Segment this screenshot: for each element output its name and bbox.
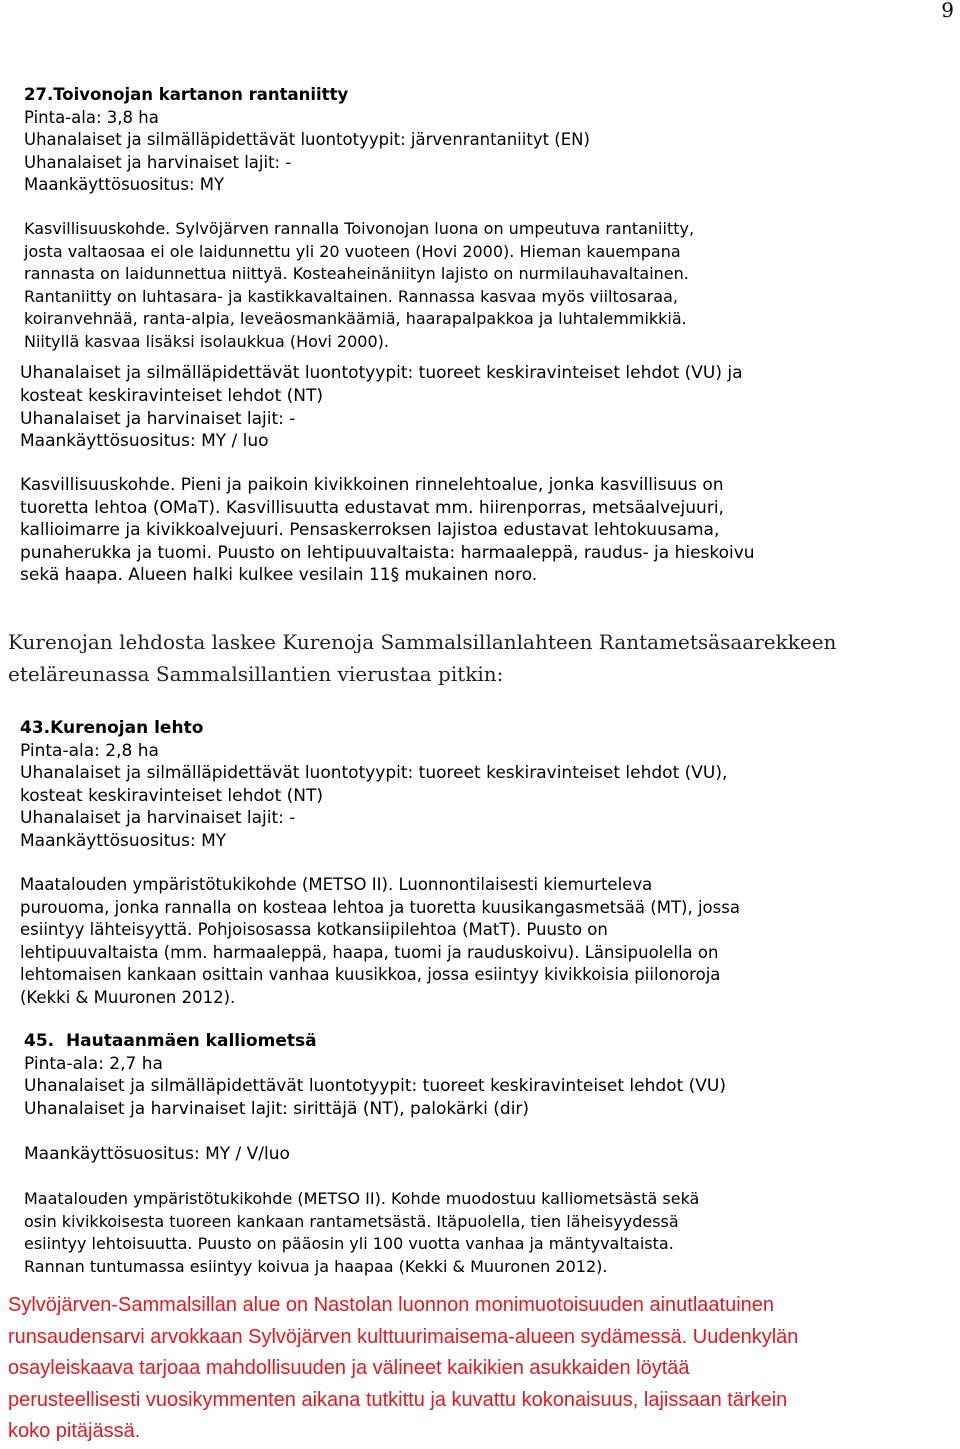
description-line: Maatalouden ympäristötukikohde (METSO II). Kohde muodostuu kalliometsästä sekä (24, 1189, 700, 1208)
section-43-description (20, 874, 740, 1010)
info-line: kosteat keskiravinteiset lehdot (NT) (20, 385, 324, 406)
description-line: Kasvillisuuskohde. Sylvöjärven rannalla Toivonojan luona on umpeutuva rantaniitty, (24, 219, 695, 238)
info-line: Uhanalaiset ja harvinaiset lajit: sirittäjä (NT), palokärki (dir) (24, 1098, 530, 1119)
info-line: Pinta-ala: 2,8 ha (20, 740, 159, 761)
description-line: esiintyy lehtoisuutta. Puusto on pääosin yli 100 vuotta vanhaa ja mäntyvaltaista. (24, 1234, 674, 1254)
conclusion-line: perusteellisesti vuosikymmenten aikana tutkittu ja kuvattu kokonaisuus, lajissaan tärkein (8, 1388, 788, 1411)
description-line: Niityllä kasvaa lisäksi isolaukkua (Hovi 2000). (24, 331, 389, 351)
description-line: koiranvehnää, ranta-alpia, leveäosmankäämiä, haarapalpakkoa ja luhtalemmikkiä. (24, 309, 687, 328)
section-43-heading: 43.Kurenojan lehto (20, 718, 204, 738)
section-45-info (24, 1030, 726, 1120)
description-line: kallioimarre ja kivikkoalvejuuri. Pensaskerroksen lajistoa edustavat lehtokuusama, (20, 520, 720, 541)
page-number: 9 (941, 0, 954, 22)
info-line: Uhanalaiset ja silmälläpidettävät luontotyypit: tuoreet keskiravinteiset lehdot (VU) (24, 1076, 726, 1096)
info-line: kosteat keskiravinteiset lehdot (NT) (20, 785, 324, 806)
info-line: Uhanalaiset ja harvinaiset lajit: - (20, 408, 296, 429)
intro-line: Kurenojan lehdosta laskee Kurenoja Sammalsillanlahteen Rantametsäsaarekkeen (8, 630, 837, 654)
description-line: purouoma, jonka rannalla on kosteaa lehtoa ja tuoretta kuusikangasmetsää (MT), jossa (20, 897, 740, 917)
section-45-land-use (24, 1143, 290, 1166)
lehto-section-description (20, 474, 755, 587)
description-line: lehtipuuvaltaista (mm. harmaaleppä, haapa, tuomi ja rauduskoivu). Länsipuolella on (20, 942, 719, 962)
conclusion-line: koko pitäjässä. (8, 1420, 141, 1442)
section-45-heading: 45. Hautaanmäen kalliometsä (24, 1031, 317, 1051)
info-line: Uhanalaiset ja silmälläpidettävät luontotyypit: järvenrantaniityt (EN) (24, 130, 590, 149)
section-45-description (24, 1188, 699, 1278)
info-line: Uhanalaiset ja silmälläpidettävät luontotyypit: tuoreet keskiravinteiset lehdot (VU), (20, 763, 728, 783)
description-line: esiintyy lähteisyyttä. Pohjoisosassa kotkansiipilehtoa (MatT). Puusto on (20, 920, 608, 940)
description-line: josta valtaosaa ei ole laidunnettu yli 20 vuoteen (Hovi 2000). Hieman kauempana (24, 241, 681, 261)
description-line: Kasvillisuuskohde. Pieni ja paikoin kivikkoinen rinnelehtoalue, jonka kasvillisuus on (20, 475, 724, 495)
info-line: Maankäyttösuositus: MY (20, 830, 227, 851)
section-27-heading: 27.Toivonojan kartanon rantaniitty (24, 85, 349, 104)
intro-line: eteläreunassa Sammalsillantien vierustaa pitkin: (8, 662, 504, 686)
info-line: Maankäyttösuositus: MY / luo (20, 431, 269, 452)
description-line: osin kivikkoisesta tuoreen kankaan rantametsästä. Itäpuolella, tien läheisyydessä (24, 1211, 679, 1231)
kurenoja-intro (8, 626, 836, 690)
info-line: Uhanalaiset ja harvinaiset lajit: - (24, 152, 292, 172)
section-27-description (24, 218, 694, 353)
conclusion-paragraph (8, 1290, 956, 1448)
section-27-info (24, 84, 590, 197)
section-43-info (20, 717, 727, 852)
land-use-line: Maankäyttösuositus: MY / V/luo (24, 1144, 290, 1164)
description-line: (Kekki & Muuronen 2012). (20, 987, 236, 1007)
info-line: Pinta-ala: 3,8 ha (24, 107, 159, 127)
description-line: tuoretta lehtoa (OMaT). Kasvillisuutta edustavat mm. hiirenporras, metsäalvejuuri, (20, 497, 724, 518)
info-line: Maankäyttösuositus: MY (24, 175, 225, 194)
description-line: rannasta on laidunnettua niittyä. Kosteaheinäniityn lajisto on nurmilauhavaltainen. (24, 264, 689, 283)
lehto-section-info (20, 362, 743, 453)
description-line: Maatalouden ympäristötukikohde (METSO II). Luonnontilaisesti kiemurteleva (20, 875, 653, 894)
conclusion-line: osayleiskaava tarjoaa mahdollisuuden ja välineet kaikikien asukkaiden löytää (8, 1357, 690, 1379)
info-line: Pinta-ala: 2,7 ha (24, 1053, 163, 1074)
description-line: punaherukka ja tuomi. Puusto on lehtipuuvaltaista: harmaaleppä, raudus- ja hieskoivu (20, 542, 755, 563)
description-line: sekä haapa. Alueen halki kulkee vesilain 11§ mukainen noro. (20, 565, 538, 586)
conclusion-line: Sylvöjärven-Sammalsillan alue on Nastolan luonnon monimuotoisuuden ainutlaatuinen (8, 1294, 775, 1316)
conclusion-line: runsaudensarvi arvokkaan Sylvöjärven kulttuurimaisema-alueen sydämessä. Uudenkylän (8, 1325, 799, 1348)
description-line: lehtomaisen kankaan osittain vanhaa kuusikkoa, jossa esiintyy kivikkoisia piilonoroja (20, 965, 721, 985)
description-line: Rannan tuntumassa esiintyy koivua ja haapaa (Kekki & Muuronen 2012). (24, 1256, 608, 1276)
info-line: Uhanalaiset ja silmälläpidettävät luontotyypit: tuoreet keskiravinteiset lehdot (VU) ja (20, 363, 743, 383)
info-line: Uhanalaiset ja harvinaiset lajit: - (20, 808, 296, 828)
description-line: Rantaniitty on luhtasara- ja kastikkavaltainen. Rannassa kasvaa myös viiltosaraa, (24, 286, 678, 306)
